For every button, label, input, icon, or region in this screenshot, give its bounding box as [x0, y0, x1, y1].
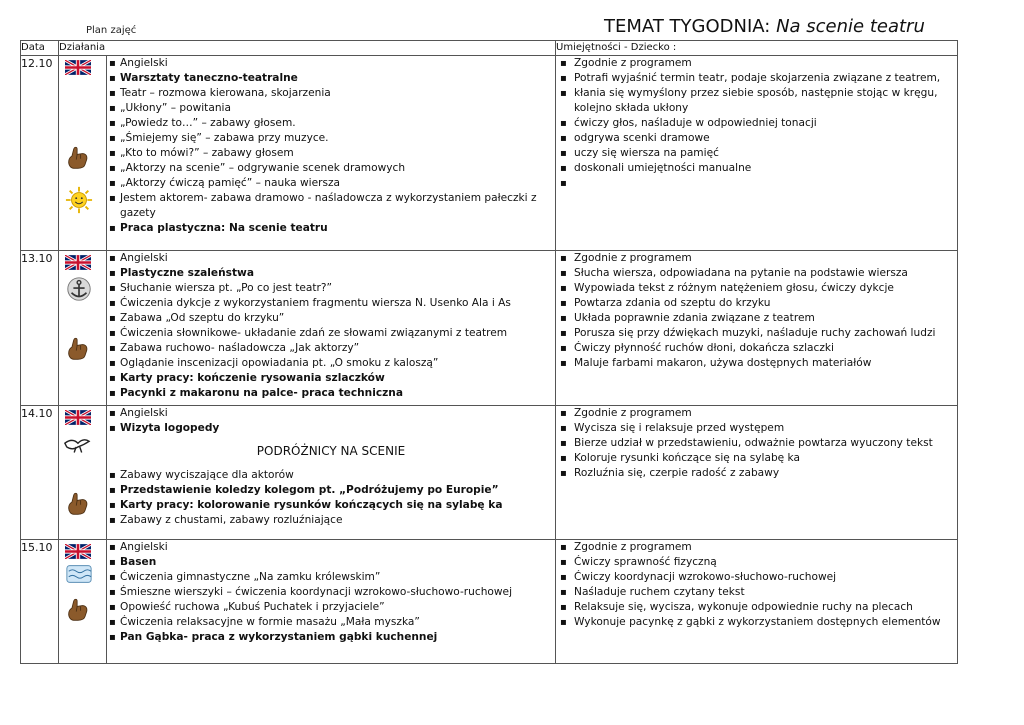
plan-table: [20, 40, 958, 664]
skill-item: ▪ Rozluźnia się, czerpie radość z zabawy: [556, 466, 957, 481]
center-heading: PODRÓŻNICY NA SCENIE: [256, 444, 406, 458]
activity-item: ▪ „Powiedz to…” – zabawy głosem.: [107, 116, 555, 131]
uk-flag-icon: [65, 255, 91, 270]
uk-flag-icon: [65, 60, 91, 75]
hand-icon: [65, 596, 91, 622]
activity-item: ▪ „Kto to mówi?” – zabawy głosem: [107, 146, 555, 161]
skill-item: ▪ Słucha wiersza, odpowiadana na pytanie na podstawie wiersza: [556, 266, 957, 281]
activity-item: ▪ Warsztaty taneczno-teatralne: [107, 71, 555, 86]
skill-item: ▪ Wykonuje pacynkę z gąbki z wykorzystaniem dostępnych elementów: [556, 615, 957, 630]
activity-item: ▪ Ćwiczenia słownikowe- układanie zdań ze słowami związanymi z teatrem: [107, 326, 555, 341]
activity-item: ▪ „Śmiejemy się” – zabawa przy muzyce.: [107, 131, 555, 146]
skill-item: ▪ Ćwiczy sprawność fizyczną: [556, 555, 957, 570]
skill-item: ▪ Ćwiczy płynność ruchów dłoni, dokańcza szlaczki: [556, 341, 957, 356]
skill-item: ▪ Porusza się przy dźwiękach muzyki, naśladuje ruchy zachowań ludzi: [556, 326, 957, 341]
skill-item: ▪ Zgodnie z programem: [556, 251, 957, 266]
activity-item: ▪ Karty pracy: kończenie rysowania szlaczków: [107, 371, 555, 386]
activity-item: ▪ Ćwiczenia relaksacyjne w formie masażu „Mała myszka”: [107, 615, 555, 630]
header-skills: Umiejętności - Dziecko :: [556, 41, 958, 56]
day-skills: [556, 406, 958, 540]
day-row: [21, 251, 958, 406]
pool-icon: [65, 560, 93, 588]
activity-item: ▪ Pan Gąbka- praca z wykorzystaniem gąbki kuchennej: [107, 630, 555, 645]
skill-item: ▪ kłania się wymyślony przez siebie sposób, następnie stojąc w kręgu, kolejno składa ukłony: [556, 86, 957, 116]
skill-item: ▪ Zgodnie z programem: [556, 540, 957, 555]
activity-item: ▪ Opowieść ruchowa „Kubuś Puchatek i przyjaciele”: [107, 600, 555, 615]
sun-icon: [65, 186, 93, 214]
anchor-icon: [65, 275, 93, 303]
day-date: 14.10: [21, 406, 59, 540]
skill-item: ▪ Wypowiada tekst z różnym natężeniem głosu, ćwiczy dykcje: [556, 281, 957, 296]
activity-item: ▪ Angielski: [107, 540, 555, 555]
day-activities: [107, 540, 556, 664]
skill-item: ▪ Koloruje rysunki kończące się na sylabę ka: [556, 451, 957, 466]
skill-item: ▪ Relaksuje się, wycisza, wykonuje odpowiednie ruchy na plecach: [556, 600, 957, 615]
skill-item: ▪ doskonali umiejętności manualne: [556, 161, 957, 176]
skill-item: ▪ Wycisza się i relaksuje przed występem: [556, 421, 957, 436]
header-activities: Działania: [59, 41, 556, 56]
week-title: [604, 16, 925, 37]
activity-item: ▪ Teatr – rozmowa kierowana, skojarzenia: [107, 86, 555, 101]
skill-item: ▪ odgrywa scenki dramowe: [556, 131, 957, 146]
skill-item: ▪ Naśladuje ruchem czytany tekst: [556, 585, 957, 600]
week-topic: Na scenie teatru: [776, 16, 925, 37]
skill-item: ▪ Bierze udział w przedstawieniu, odważnie powtarza wyuczony tekst: [556, 436, 957, 451]
activity-item: ▪ Słuchanie wiersza pt. „Po co jest teatr?”: [107, 281, 555, 296]
day-date: 12.10: [21, 56, 59, 251]
hand-icon: [65, 490, 91, 516]
activity-item: ▪ Karty pracy: kolorowanie rysunków kończących się na sylabę ka: [107, 498, 555, 513]
activity-item: ▪ Zabawa ruchowo- naśladowcza „Jak aktorzy”: [107, 341, 555, 356]
activity-item: ▪ Plastyczne szaleństwa: [107, 266, 555, 281]
day-date: 13.10: [21, 251, 59, 406]
activity-item: ▪ Angielski: [107, 56, 555, 71]
skill-item: ▪ Ćwiczy koordynacji wzrokowo-słuchowo-ruchowej: [556, 570, 957, 585]
day-row: [21, 56, 958, 251]
plan-label: Plan zajęć: [86, 25, 137, 36]
activity-item: ▪ Praca plastyczna: Na scenie teatru: [107, 221, 555, 236]
day-skills: [556, 56, 958, 251]
activity-item: ▪ Angielski: [107, 251, 555, 266]
activity-item: ▪ Pacynki z makaronu na palce- praca techniczna: [107, 386, 555, 401]
activity-item: ▪ Przedstawienie koledzy kolegom pt. „Podróżujemy po Europie”: [107, 483, 555, 498]
day-icons: [59, 540, 107, 664]
day-icons: [59, 406, 107, 540]
skill-item: ▪ Potrafi wyjaśnić termin teatr, podaje skojarzenia związane z teatrem,: [556, 71, 957, 86]
day-date: 15.10: [21, 540, 59, 664]
activity-item: ▪ Zabawa „Od szeptu do krzyku”: [107, 311, 555, 326]
day-activities: [107, 56, 556, 251]
activity-item: ▪ Basen: [107, 555, 555, 570]
activity-item: ▪ „Aktorzy ćwiczą pamięć” – nauka wiersza: [107, 176, 555, 191]
week-title-prefix: TEMAT TYGODNIA:: [604, 16, 777, 37]
activity-item: ▪ Oglądanie inscenizacji opowiadania pt. „O smoku z kaloszą”: [107, 356, 555, 371]
skill-item: ▪ Układa poprawnie zdania związane z teatrem: [556, 311, 957, 326]
activity-item: ▪ „Ukłony” – powitania: [107, 101, 555, 116]
bird-icon: [63, 432, 91, 460]
hand-icon: [65, 144, 91, 170]
uk-flag-icon: [65, 410, 91, 425]
skill-item: ▪ ćwiczy głos, naśladuje w odpowiedniej tonacji: [556, 116, 957, 131]
activity-item: ▪ Ćwiczenia dykcje z wykorzystaniem fragmentu wiersza N. Usenko Ala i As: [107, 296, 555, 311]
day-skills: [556, 251, 958, 406]
activity-item: ▪ „Aktorzy na scenie” – odgrywanie scenek dramowych: [107, 161, 555, 176]
activity-item: ▪ Ćwiczenia gimnastyczne „Na zamku królewskim”: [107, 570, 555, 585]
activity-item: ▪ Angielski: [107, 406, 555, 421]
header-date: Data: [21, 41, 59, 56]
skill-item: ▪ Zgodnie z programem: [556, 56, 957, 71]
skill-item: ▪ uczy się wiersza na pamięć: [556, 146, 957, 161]
day-activities: [107, 406, 556, 540]
activity-item: ▪ Wizyta logopedy: [107, 421, 555, 436]
skill-item: ▪ Maluje farbami makaron, używa dostępnych materiałów: [556, 356, 957, 371]
day-icons: [59, 251, 107, 406]
skill-item: ▪ Zgodnie z programem: [556, 406, 957, 421]
day-row: [21, 406, 958, 540]
uk-flag-icon: [65, 544, 91, 559]
activity-item: ▪ Jestem aktorem- zabawa dramowo - naśladowcza z wykorzystaniem pałeczki z gazety: [107, 191, 555, 221]
hand-icon: [65, 335, 91, 361]
table-header-row: [21, 41, 958, 56]
day-activities: [107, 251, 556, 406]
activity-item: ▪ Śmieszne wierszyki – ćwiczenia koordynacji wzrokowo-słuchowo-ruchowej: [107, 585, 555, 600]
day-skills: [556, 540, 958, 664]
day-icons: [59, 56, 107, 251]
skill-item: ▪ Powtarza zdania od szeptu do krzyku: [556, 296, 957, 311]
activity-item: ▪ Zabawy z chustami, zabawy rozluźniające: [107, 513, 555, 528]
activity-item: ▪ Zabawy wyciszające dla aktorów: [107, 468, 555, 483]
day-row: [21, 540, 958, 664]
